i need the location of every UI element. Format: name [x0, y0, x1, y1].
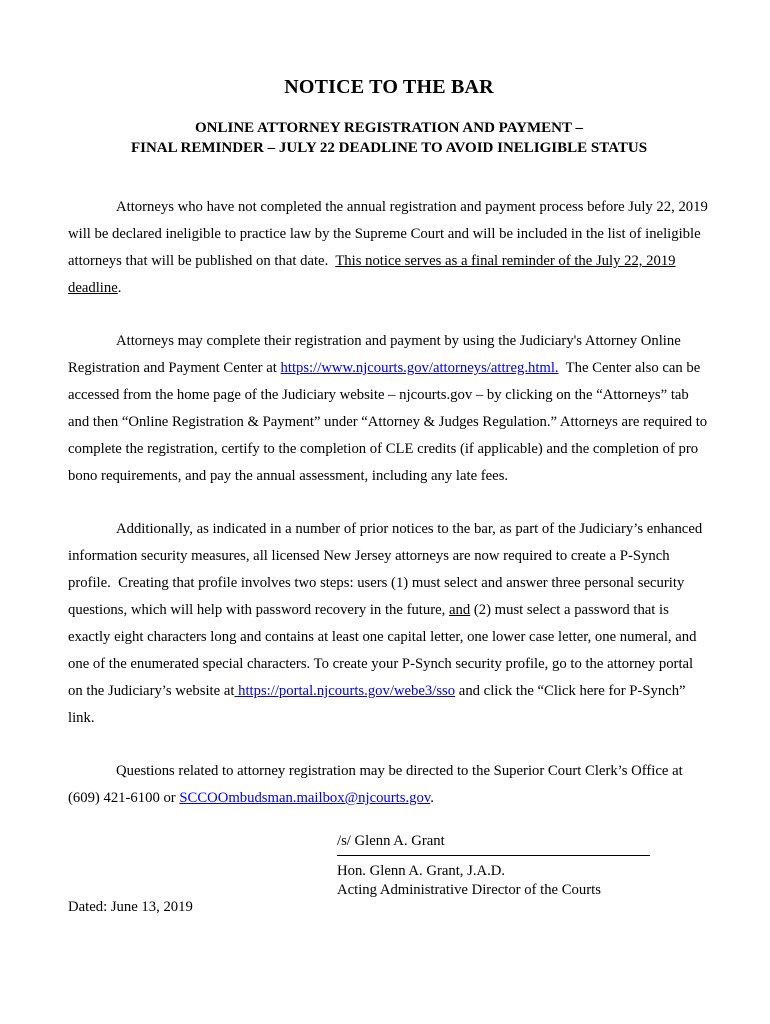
paragraph-text: Questions related to attorney registration may be directed to the Superior Court Clerk’s Office at (609) 421-6100 or	[68, 763, 683, 806]
signature-rule-line	[337, 855, 650, 856]
paragraph-text: (2) must select a password that is exactly eight characters long and contains at least one capital letter, one lower case letter, one numeral, and one of the enumerated special characters. To create your P-Synch security profile, go to the attorney portal on the Judiciary’s website at	[68, 602, 697, 699]
signature-s-slash-line: /s/ Glenn A. Grant	[337, 833, 445, 849]
paragraph-questions-contact	[68, 758, 710, 812]
underlined-final-reminder-text: This notice serves as a final reminder of the July 22, 2019 deadline	[68, 253, 676, 296]
paragraph-deadline-warning	[68, 194, 710, 302]
attorney-portal-sso-link[interactable]: https://portal.njcourts.gov/webe3/sso	[234, 683, 456, 699]
paragraph-text: The Center also can be accessed from the home page of the Judiciary website – njcourts.gov – by clicking on the “Attorneys” tab and then “Online Registration & Payment” under “Attorney & Judges Regulation.” Attorneys are required to complete the registration, certify to the completion of CLE credits (if applicable) and the completion of pro bono requirements, and pay the annual assessment, including any late fees.	[68, 360, 708, 484]
paragraph-text: .	[430, 790, 434, 806]
signature-block	[337, 828, 710, 899]
paragraph-text: Attorneys may complete their registration and payment by using the Judiciary's Attorney Online Registration and Payment Center at	[68, 333, 681, 376]
signatory-role: Acting Administrative Director of the Courts	[337, 881, 601, 898]
dated-line: Dated: June 13, 2019	[68, 899, 193, 915]
document-subtitle	[68, 119, 710, 158]
paragraph-registration-instructions	[68, 328, 710, 490]
paragraph-text: Additionally, as indicated in a number of prior notices to the bar, as part of the Judiciary’s enhanced information security measures, all licensed New Jersey attorneys are now required to create a P-Synch profile. Creating that profile involves two steps: users (1) must select and answer three personal security questions, which will help with password recovery in the future,	[68, 521, 703, 618]
paragraph-text: and click the “Click here for P-Synch” link.	[68, 683, 686, 726]
document-subtitle-line-2: FINAL REMINDER – JULY 22 DEADLINE TO AVOID INELIGIBLE STATUS	[130, 139, 648, 156]
attorney-registration-center-link[interactable]: https://www.njcourts.gov/attorneys/attreg.html.	[280, 360, 559, 376]
paragraph-psynch-profile	[68, 516, 710, 732]
ombudsman-email-link[interactable]: SCCOOmbudsman.mailbox@njcourts.gov	[179, 790, 431, 806]
signatory-name: Hon. Glenn A. Grant, J.A.D.	[337, 863, 506, 879]
paragraph-text: .	[117, 280, 122, 296]
paragraph-text: Attorneys who have not completed the annual registration and payment process before July 22, 2019 will be declared ineligible to practice law by the Supreme Court and will be included in the list of ineligible attorneys that will be published on that date.	[68, 199, 708, 269]
document-title: NOTICE TO THE BAR	[284, 76, 494, 98]
document-subtitle-line-1: ONLINE ATTORNEY REGISTRATION AND PAYMENT –	[195, 120, 583, 136]
underlined-and-text: and	[448, 602, 471, 618]
